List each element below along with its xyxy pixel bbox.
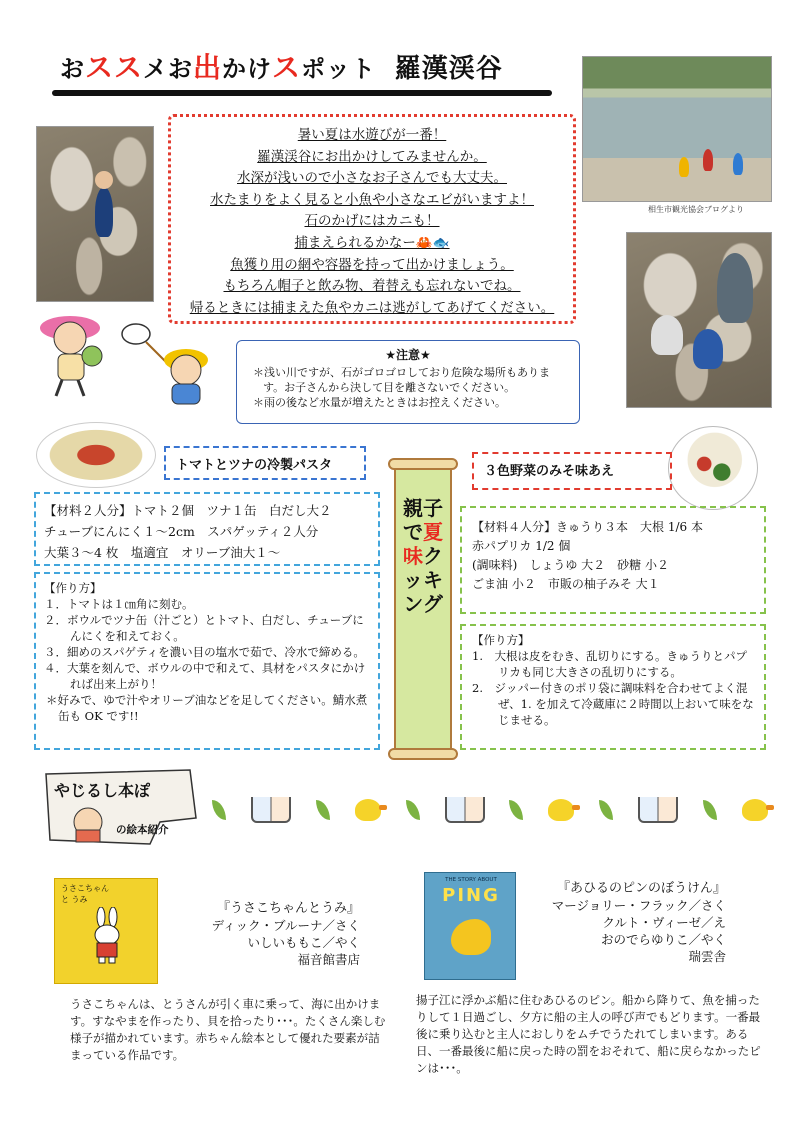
intro-line: 水深が浅いので小さなお子さんでも大丈夫。 (237, 170, 507, 187)
book1-description: うさこちゃんは、とうさんが引く車に乗って、海に出かけます。すなやまを作ったり、貝を拾ったり･･･。たくさん楽しむ様子が描かれています。赤ちゃん絵本として優れた要素が詰まっている作品です。 (70, 997, 386, 1062)
ingredient-line: チューブにんにく１～2cm スパゲッティ２人分 (44, 524, 319, 539)
duck-icon (355, 799, 381, 821)
title-part-accent: ス (85, 51, 115, 84)
recipe1-ingredients (34, 492, 380, 566)
caution-item: ＊浅い川ですが、石がゴロゴロしており危険な場所もあります。お子さんから決して目を離さないでください。 (253, 366, 550, 394)
caution-title: ★注意★ (385, 348, 431, 362)
banner-text-part: クッキング (403, 544, 443, 616)
duck-icon (548, 799, 574, 821)
ingredient-line: 大葉３～4 枚 塩適宜 オリーブ油大１～ (44, 545, 281, 560)
title-place-name: 羅漢渓谷 (394, 54, 503, 84)
ingredient-line: 【材料４人分】きゅうり３本 大根 1/6 本 (472, 520, 703, 534)
duck-icon (742, 799, 768, 821)
book1-publisher: 福音館書店 (297, 952, 360, 967)
steps-heading: 【作り方】 (44, 581, 102, 595)
leaf-icon (599, 800, 613, 820)
photo-family-catching (626, 232, 772, 408)
photo-vegetable-salad (668, 426, 758, 510)
book2-cover-subtitle: THE STORY ABOUT (445, 877, 497, 883)
book1-author: ディック・ブルーナ／さく (211, 918, 360, 933)
open-book-icon (638, 797, 678, 823)
duck-icon (451, 919, 491, 955)
recipe2-steps (460, 624, 766, 750)
recipe-note: ＊好みで、ゆで汁やオリーブ油などを足してください。鯖水煮缶も OK です!! (46, 693, 368, 723)
girl-with-hat-icon (40, 316, 102, 396)
photo-pasta (36, 422, 156, 488)
ingredient-line: 赤パプリカ 1/2 個 (472, 539, 571, 553)
scroll-roll-top (388, 458, 458, 470)
step-item: 1. 大根は皮をむき、乱切りにする。きゅうりとパプリカも同じ大きさの乱切りにする。 (472, 649, 748, 679)
book2-translator: おのでらゆりこ／やく (600, 932, 726, 947)
ingredient-line: (調味料) しょうゆ 大２ 砂糖 小２ (472, 558, 669, 572)
intro-line: 暑い夏は水遊びが一番！ (297, 127, 447, 143)
book2-description: 揚子江に浮かぶ船に住むあひるのピン。船から降りて、魚を捕ったりして１日過ごし、夕方に船の主人の呼び声でもどります。一番最後に乗り込むと主人におしりをムチでうたれてしまいます。ある日、一番最後に船に戻った時の罰をおそれて、船に戻らなかったピンは･･･。 (416, 993, 761, 1075)
step-item: １．トマトは１㎝角に刻む。 (44, 597, 194, 611)
intro-line: 魚獲り用の網や容器を持って出かけましょう。 (230, 256, 514, 273)
open-book-icon (445, 797, 485, 823)
book2-cover (424, 872, 516, 980)
title-part-accent: ス (272, 51, 302, 84)
book1-translator: いしいももこ／やく (247, 935, 360, 950)
title-part: メお (143, 55, 194, 83)
title-part: ポット (301, 55, 377, 83)
leaf-icon (509, 800, 523, 820)
book2-info (520, 880, 726, 965)
leaf-icon (316, 800, 330, 820)
book2-cover-title: PING (442, 885, 500, 906)
intro-line: 石のかげにはカニも！ (304, 213, 440, 230)
step-item: ３．細めのスパゲティを濃い目の塩水で茹で、冷水で締める。 (44, 645, 365, 659)
ingredient-line: 【材料２人分】トマト２個 ツナ１缶 白だし大２ (44, 503, 332, 518)
steps-heading: 【作り方】 (472, 633, 530, 647)
title-part: お (60, 55, 85, 83)
bunny-icon (91, 907, 123, 965)
leaf-icon (212, 800, 226, 820)
intro-message-box (168, 114, 576, 324)
step-item: ４．大葉を刻んで、ボウルの中で和えて、具材をパスタにかければ出来上がり！ (44, 661, 366, 691)
banner-text-accent: 夏味 (403, 520, 443, 568)
ingredient-line: ごま油 小２ 市販の柚子みそ 大１ (472, 577, 660, 591)
title-underline (52, 90, 552, 96)
recipe1-title: トマトとツナの冷製パスタ (164, 446, 366, 480)
caution-box (236, 340, 580, 424)
leaf-icon (703, 800, 717, 820)
scroll-roll-bottom (388, 748, 458, 760)
leaf-icon (406, 800, 420, 820)
photo-river-valley (582, 56, 772, 202)
boy-with-net-icon (122, 324, 208, 404)
title-part-accent: 出 (193, 51, 223, 84)
title-part-accent: ス (114, 51, 144, 84)
title-part: かけ (222, 55, 273, 83)
book2-author: マージョリー・フラック／さく (551, 898, 726, 913)
book1-cover (54, 878, 158, 984)
intro-line: 水たまりをよく見ると小魚や小さなエビがいますよ！ (210, 191, 534, 208)
intro-line: 帰るときには捕まえた魚やカニは逃がしてあげてください。 (189, 299, 555, 316)
book1-cover-title: うさこちゃんと うみ (61, 884, 109, 904)
recipe2-title: ３色野菜のみそ味あえ (472, 452, 672, 490)
books-section-label: の絵本紹介 (116, 824, 169, 836)
book2-publisher: 瑞雲舎 (688, 949, 726, 964)
caution-item: ＊雨の後など水量が増えたときはお控えください。 (253, 396, 506, 409)
step-item: ２．ボウルでツナ缶（汁ごと）とトマト、白だし、チューブにんにくを和えておく。 (44, 613, 364, 643)
yajirushi-logo-text: やじるし本ぽ (54, 781, 151, 800)
intro-line: 羅漢渓谷にお出かけしてみませんか。 (257, 148, 487, 165)
recipe2-ingredients (460, 506, 766, 614)
banner-text-part: 親子で (403, 496, 443, 544)
open-book-icon (251, 797, 291, 823)
book2-illustrator: クルト・ヴィーゼ／え (602, 915, 726, 930)
book1-info (190, 900, 360, 968)
recipe1-steps (34, 572, 380, 750)
decorative-border (200, 790, 780, 830)
cooking-banner-scroll (388, 456, 458, 762)
book2-title: 『あひるのピンのぼうけん』 (556, 881, 726, 896)
intro-line: もちろん帽子と飲み物、着替えも忘れないでね。 (223, 278, 521, 295)
photo-credit: 相生市観光協会ブログより (648, 205, 744, 214)
intro-line: 捕まえられるかなー🦀🐟 (294, 234, 450, 251)
book1-title: 『うさこちゃんとうみ』 (216, 901, 360, 916)
photo-child-on-rocks (36, 126, 154, 302)
page-title (60, 46, 530, 86)
banner-text (396, 496, 450, 616)
step-item: 2. ジッパー付きのポリ袋に調味料を合わせてよく混ぜ、1. を加えて冷蔵庫に２時間以上おいて味をなじませる。 (472, 681, 754, 727)
